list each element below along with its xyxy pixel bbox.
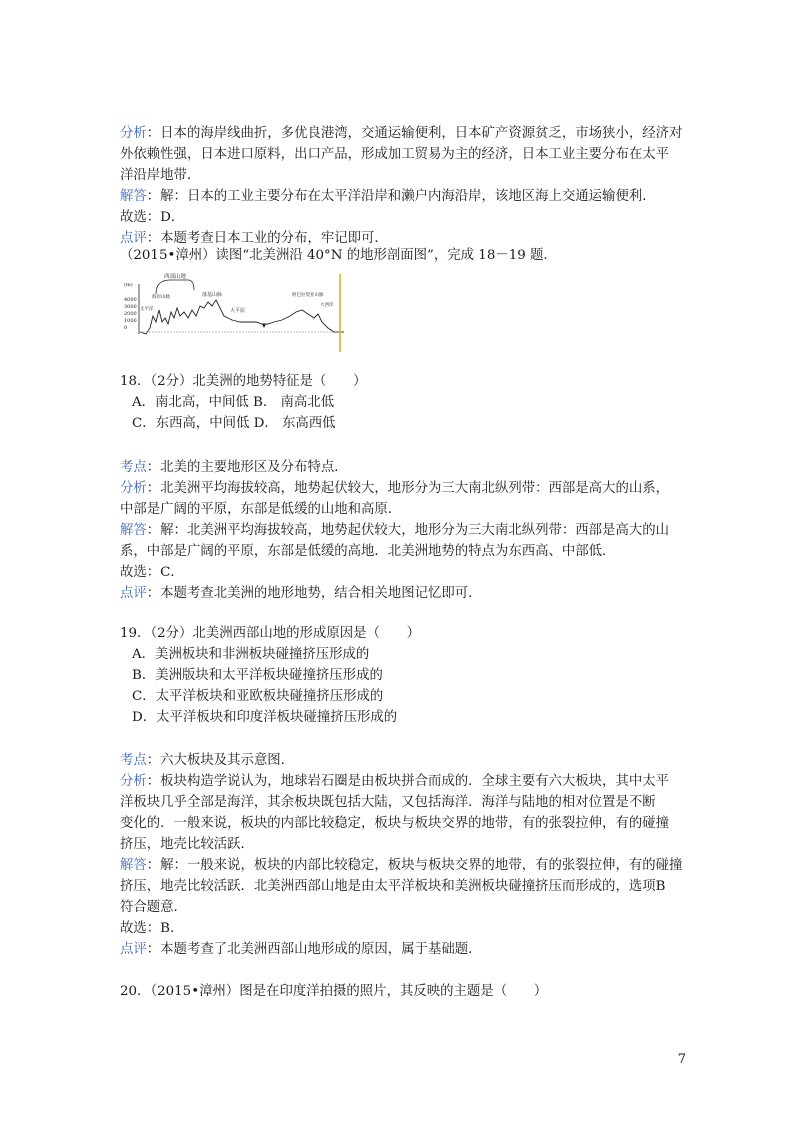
label-coast-range: 海岸山脉 [152,295,170,300]
comment-text: ：本题考查北美洲的地形地势，结合相关地图记忆即可． [146,586,482,601]
q18-analysis-line-1 [120,478,690,499]
q19-comment-line [120,939,690,960]
q18-options-cd: C．东西高，中间低 D． 东高西低 [132,416,336,431]
q19-option-c: C．太平洋板块和亚欧板块碰撞挤压形成的 [132,689,384,704]
label-atlantic: 大西洋 [320,303,334,308]
q19-analysis-line-2: 洋板块几乎全部是海洋，其余板块既包括大陆，又包括海洋．海洋与陆地的相对位置是不断 [120,795,656,810]
comment-tag: 点评 [120,231,147,246]
q19-option-d: D．太平洋板块和印度洋板块碰撞挤压形成的 [132,710,398,725]
label-rocky: 落基山脉 [202,292,223,298]
y-tick-1000: 1000 [124,318,137,324]
q20-stem: 20．（2015•漳州）图是在印度洋拍摄的照片，其反映的主题是（ ） [120,984,548,999]
q18-answer-line-1 [120,520,690,541]
q19-answer-line-1 [120,855,690,876]
q19-answer-line-3: 符合题意． [120,900,187,915]
q19-stem: 19．（2分）北美洲西部山地的形成原因是（ ） [120,626,421,641]
analysis-text: ：日本的海岸线曲折，多优良港湾，交通运输便利，日本矿产资源贫乏，市场狭小，经济对 [146,126,683,141]
q19-option-a: A．美洲板块和非洲板块碰撞挤压形成的 [132,647,370,662]
point-text: ：六大板块及其示意图． [146,753,295,768]
point-text: ：北美的主要地形区及分布特点． [146,460,348,475]
y-unit-label: (m) [124,282,133,288]
q18-stem: 18．（2分）北美洲的地势特征是（ ） [120,374,367,389]
label-pacific: 太平洋 [140,307,154,312]
answer-tag: 解答 [120,189,147,204]
label-west-range: 西部山地 [164,274,187,280]
answer-text: ：解：日本的工业主要分布在太平洋沿岸和濑户内海沿岸，该地区海上交通运输便利． [146,189,656,204]
q18-options-ab: A．南北高，中间低 B． 南高北低 [132,395,335,410]
analysis-text: ：北美洲平均海拔较高，地势起伏较大，地形分为三大南北纵列带：西部是高大的山系， [146,481,670,496]
q19-analysis-line-4: 挤压，地壳比较活跃． [120,837,254,852]
q17-analysis-line-2: 外依赖性强，日本进口原料，出口产品，形成加工贸易为主的经济，日本工业主要分布在太平 [120,147,670,162]
answer-tag: 解答 [120,858,147,873]
answer-text: ：解：北美洲平均海拔较高，地势起伏较大，地形分为三大南北纵列带：西部是高大的山 [146,523,670,538]
q17-analysis-line-3: 洋沿岸地带． [120,168,201,183]
q18-analysis-line-2: 中部是广阔的平原，东部是低缓的山地和高原． [120,502,402,517]
answer-tag: 解答 [120,523,147,538]
section-intro [120,245,690,266]
y-tick-2000: 2000 [124,311,137,317]
question-20 [120,981,690,1002]
label-plain: 大平原 [230,308,246,314]
q19-option-b: B．美洲版块和太平洋板块碰撞挤压形成的 [132,668,383,683]
label-appalachian: 阿巴拉契亚山脉 [292,293,324,298]
terrain-profile-figure [122,272,346,352]
q17-answer-line-1 [120,186,690,207]
q18-point-line [120,457,690,478]
q18-answer-line-2: 系，中部是广阔的平原，东部是低缓的高地．北美洲地势的特点为东西高、中部低． [120,544,616,559]
analysis-tag: 分析 [120,126,147,141]
comment-text: ：本题考查了北美洲西部山地形成的原因，属于基础题． [146,942,482,957]
analysis-tag: 分析 [120,774,147,789]
point-tag: 考点 [120,460,147,475]
analysis-tag: 分析 [120,481,147,496]
q19-analysis-line-3: 变化的．一般来说，板块的内部比较稳定，板块与板块交界的地带，有的张裂拉伸，有的碰撞 [120,816,670,831]
y-tick-0: 0 [124,325,128,331]
analysis-text: ：板块构造学说认为，地球岩石圈是由板块拼合而成的．全球主要有六大板块，其中太平 [146,774,670,789]
q17-choice-line: 故选：D． [120,210,185,225]
question-18 [120,371,690,434]
q19-point-line [120,750,690,771]
comment-text: ：本题考查日本工业的分布，牢记即可． [146,231,388,246]
point-tag: 考点 [120,753,147,768]
question-19 [120,623,690,728]
y-tick-4000: 4000 [124,297,137,303]
comment-tag: 点评 [120,586,147,601]
answer-text: ：解：一般来说，板块的内部比较稳定，板块与板块交界的地带，有的张裂拉伸，有的碰撞 [146,858,683,873]
intro-line: （2015•漳州）读图“北美洲沿 40°N 的地形剖面图”，完成 18－19 题． [120,248,557,263]
q19-answer-line-2: 挤压，地壳比较活跃．北美洲西部山地是由太平洋板块和美洲板块碰撞挤压而形成的，选项B [120,879,666,894]
q18-explanation [120,457,690,604]
q19-analysis-line-1 [120,771,690,792]
q18-choice-line: 故选：C． [120,565,184,580]
page-number: 7 [677,1052,686,1067]
comment-tag: 点评 [120,942,147,957]
y-tick-3000: 3000 [124,304,137,310]
q18-comment-line [120,583,690,604]
q17-explanation [120,123,690,249]
q19-choice-line: 故选：B． [120,921,184,936]
q19-explanation [120,750,690,960]
q17-analysis-line-1 [120,123,690,144]
